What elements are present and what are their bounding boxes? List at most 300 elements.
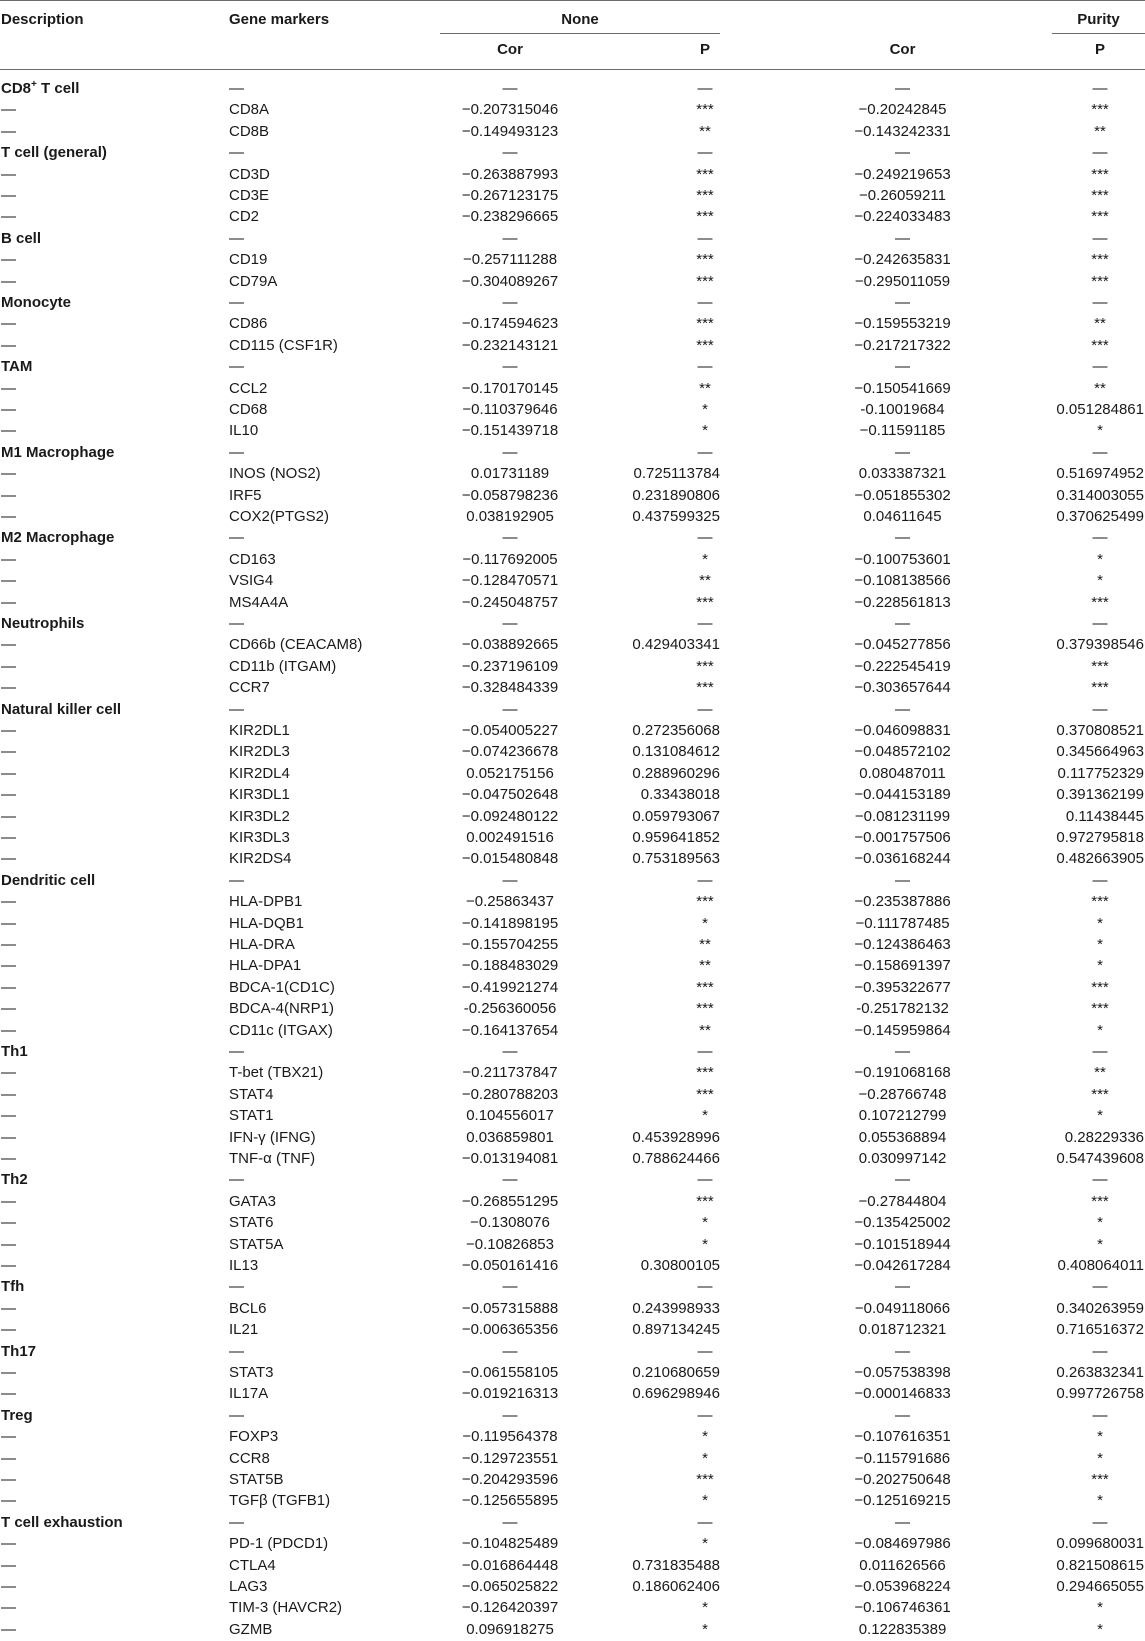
p-none-cell: 0.272356068 — [632, 722, 720, 739]
row-dash — [1, 956, 16, 976]
p-purity-cell: * — [1097, 572, 1103, 590]
cor-purity-cell: −0.242635831 — [854, 251, 951, 269]
p-purity-cell: *** — [1091, 893, 1109, 911]
description-text: — — [1, 1000, 16, 1018]
p-purity-cell: 0.482663905 — [1056, 850, 1144, 868]
cor-none-cell: −0.164137654 — [461, 1021, 559, 1039]
row-dash — [1, 935, 16, 955]
description-text: — — [1, 379, 16, 397]
cor-purity-cell: 0.04611645 — [863, 508, 942, 525]
row-dash — [1, 1491, 16, 1511]
p-purity-cell: — — [1092, 615, 1108, 632]
cor-purity-cell: 0.030997142 — [858, 1150, 947, 1167]
p-none-cell: — — [697, 294, 713, 311]
p-purity-cell: * — [1097, 1214, 1103, 1232]
p-purity-cell: * — [1097, 1599, 1103, 1617]
p-purity-cell: *** — [1091, 187, 1109, 204]
group-label — [1, 528, 114, 548]
row-dash — [1, 1021, 16, 1041]
description-text: — — [1, 1214, 16, 1232]
description-text: — — [1, 401, 16, 418]
cor-none-cell: −0.204293596 — [461, 1471, 559, 1488]
gene-marker-cell: STAT1 — [229, 1107, 274, 1125]
row-dash — [1, 1534, 16, 1554]
cor-none-cell: — — [502, 871, 518, 889]
p-purity-cell: — — [1092, 1278, 1108, 1296]
p-purity-cell: 0.099680031 — [1056, 1535, 1144, 1553]
cor-purity-cell: −0.084697986 — [854, 1535, 951, 1553]
p-purity-cell: 0.28229336 — [1064, 1128, 1144, 1146]
cor-purity-cell: −0.158691397 — [854, 957, 951, 975]
cor-none-cell: 0.096918275 — [466, 1620, 554, 1638]
cor-purity-cell: −0.150541669 — [854, 379, 951, 397]
gene-marker-cell: IL17A — [229, 1385, 269, 1403]
p-none-cell: * — [702, 1535, 708, 1553]
p-purity-cell: — — [1092, 294, 1108, 311]
gene-marker-cell: IRF5 — [229, 486, 262, 504]
description-text: T cell (general) — [1, 144, 107, 162]
description-text: — — [1, 465, 16, 483]
gene-marker-cell: KIR2DL3 — [229, 743, 290, 761]
description-text: — — [1, 1492, 16, 1510]
group-label — [1, 700, 121, 720]
description-text: — — [1, 1578, 16, 1595]
row-dash — [1, 464, 16, 484]
header-rule — [0, 69, 1145, 70]
gene-marker-cell: CTLA4 — [229, 1556, 276, 1574]
row-dash — [1, 1213, 16, 1233]
cor-purity-cell: — — [895, 1513, 910, 1531]
p-none-cell: ** — [699, 122, 711, 140]
gene-marker-cell: — — [229, 1342, 244, 1360]
row-dash — [1, 1598, 16, 1618]
description-text: — — [1, 1599, 16, 1617]
cor-none-cell: −0.238296665 — [461, 208, 559, 226]
gene-marker-cell: — — [229, 1278, 244, 1296]
row-dash — [1, 1577, 16, 1597]
description-text: — — [1, 978, 16, 996]
p-purity-cell: — — [1092, 229, 1108, 247]
cor-none-cell: 0.052175156 — [466, 764, 554, 782]
description-text: — — [1, 251, 16, 269]
description-text: — — [1, 1107, 16, 1125]
gene-marker-cell: KIR3DL2 — [229, 807, 290, 825]
row-dash — [1, 1449, 16, 1469]
p-purity-cell: *** — [1091, 1192, 1109, 1210]
cor-none-cell: — — [502, 1406, 518, 1424]
row-dash — [1, 635, 16, 655]
cor-purity-cell: −0.295011059 — [854, 272, 951, 290]
cor-purity-cell: −0.135425002 — [854, 1214, 951, 1232]
cor-none-cell: −0.151439718 — [461, 422, 559, 440]
row-dash — [1, 272, 16, 292]
description-text: TAM — [1, 358, 33, 376]
cor-purity-cell: −0.053968224 — [854, 1578, 951, 1595]
cor-none-cell: −0.129723551 — [461, 1449, 559, 1467]
cor-purity-cell: −0.228561813 — [854, 593, 951, 611]
gene-marker-cell: STAT5B — [229, 1471, 284, 1488]
description-text: M1 Macrophage — [1, 443, 115, 461]
p-none-cell: 0.788624466 — [632, 1150, 720, 1167]
p-purity-cell: 0.821508615 — [1056, 1556, 1144, 1574]
gene-marker-cell: MS4A4A — [229, 593, 289, 611]
p-purity-cell: *** — [1091, 657, 1109, 675]
p-purity-cell: 0.340263959 — [1056, 1299, 1144, 1317]
p-none-cell: — — [697, 615, 713, 632]
cor-purity-cell: — — [895, 1171, 910, 1189]
gene-marker-cell: STAT4 — [229, 1085, 274, 1103]
gene-marker-cell: VSIG4 — [229, 572, 274, 590]
row-dash — [1, 999, 16, 1019]
group-label — [1, 443, 114, 463]
description-text: Th17 — [1, 1342, 37, 1360]
cor-none-cell: −0.10826853 — [465, 1235, 554, 1253]
cor-none-cell: −0.174594623 — [461, 315, 559, 333]
cor-none-cell: −0.328484339 — [461, 679, 559, 697]
cor-none-cell: −0.207315046 — [461, 101, 559, 119]
p-purity-cell: 0.370808521 — [1056, 722, 1144, 739]
description-text: Th2 — [1, 1171, 28, 1189]
description-text: Neutrophils — [1, 615, 85, 632]
header-group-purity: Purity — [1077, 11, 1120, 28]
row-dash — [1, 1427, 16, 1447]
row-dash — [1, 186, 16, 206]
cor-none-cell: −0.016864448 — [461, 1556, 559, 1574]
p-none-cell: * — [702, 401, 708, 418]
row-dash — [1, 785, 16, 805]
p-purity-cell: ** — [1094, 122, 1106, 140]
cor-none-cell: −0.061558105 — [461, 1364, 559, 1381]
description-text: Tfh — [1, 1278, 25, 1296]
cor-purity-cell: −0.051855302 — [854, 486, 951, 504]
gene-marker-cell: GATA3 — [229, 1192, 276, 1210]
p-purity-cell: *** — [1091, 593, 1109, 611]
cor-none-cell: −0.119564378 — [462, 1428, 558, 1446]
row-dash — [1, 550, 16, 570]
p-purity-cell: *** — [1091, 978, 1109, 996]
gene-marker-cell: CD2 — [229, 208, 260, 226]
description-text: — — [1, 914, 16, 932]
p-none-cell: * — [702, 1620, 708, 1638]
gene-marker-cell: CD115 (CSF1R) — [229, 336, 338, 354]
row-dash — [1, 807, 16, 827]
cor-purity-cell: — — [895, 144, 910, 162]
gene-marker-cell: IFN-γ (IFNG) — [229, 1128, 316, 1146]
cor-none-cell: −0.050161416 — [461, 1257, 559, 1274]
p-purity-cell: — — [1092, 1342, 1108, 1360]
row-dash — [1, 1085, 16, 1105]
cor-none-cell: −0.019216313 — [461, 1385, 559, 1403]
cor-none-cell: −0.263887993 — [461, 165, 559, 183]
p-purity-cell: 0.547439608 — [1056, 1150, 1144, 1167]
description-text: — — [1, 208, 16, 226]
p-none-cell: — — [697, 229, 713, 247]
gene-marker-cell: KIR3DL3 — [229, 829, 290, 846]
row-dash — [1, 764, 16, 784]
cor-none-cell: — — [502, 1342, 518, 1360]
cor-none-cell: 0.038192905 — [466, 508, 554, 525]
p-purity-cell: *** — [1091, 1085, 1109, 1103]
description-text: Monocyte — [1, 294, 72, 311]
row-dash — [1, 1299, 16, 1319]
group-label — [1, 1406, 33, 1426]
p-none-cell: * — [702, 1235, 708, 1253]
description-text: — — [1, 1364, 16, 1381]
row-dash — [1, 593, 16, 613]
cor-purity-cell: −0.235387886 — [854, 893, 951, 911]
row-dash — [1, 421, 16, 441]
cor-purity-cell: -0.10019684 — [860, 401, 945, 418]
cor-purity-cell: −0.042617284 — [854, 1257, 951, 1274]
description-text: — — [1, 1150, 16, 1167]
gene-marker-cell: TNF-α (TNF) — [229, 1150, 316, 1167]
cor-purity-cell: −0.106746361 — [854, 1599, 951, 1617]
cor-none-cell: −0.237196109 — [461, 657, 559, 675]
description-text: — — [1, 165, 16, 183]
cor-purity-cell: — — [895, 1278, 910, 1296]
cor-purity-cell: −0.11591185 — [859, 422, 946, 440]
cor-none-cell: −0.054005227 — [461, 722, 559, 739]
gene-marker-cell: BDCA-4(NRP1) — [229, 1000, 335, 1018]
gene-marker-cell: CD11c (ITGAX) — [229, 1021, 333, 1039]
row-dash — [1, 486, 16, 506]
cor-none-cell: 0.036859801 — [466, 1128, 554, 1146]
group-label — [1, 79, 79, 99]
p-none-cell: *** — [696, 1471, 714, 1488]
gene-marker-cell: HLA-DPB1 — [229, 893, 303, 911]
cor-purity-cell: −0.036168244 — [854, 850, 951, 868]
description-text: — — [1, 743, 16, 761]
cor-none-cell: — — [502, 358, 518, 376]
cor-none-cell: 0.104556017 — [466, 1107, 554, 1125]
header-p-purity: P — [1094, 41, 1105, 58]
description-text: — — [1, 1085, 16, 1103]
p-none-cell: 0.231890806 — [632, 486, 720, 504]
p-purity-cell: *** — [1091, 1471, 1109, 1488]
p-none-cell: *** — [696, 336, 714, 354]
gene-marker-cell: — — [229, 1406, 244, 1424]
gene-marker-cell: — — [229, 1043, 244, 1060]
group-label — [1, 1513, 123, 1533]
description-text: — — [1, 893, 16, 911]
p-purity-cell: 0.516974952 — [1056, 465, 1144, 483]
description-text: — — [1, 1257, 16, 1274]
row-dash — [1, 1128, 16, 1148]
cor-purity-cell: 0.055368894 — [858, 1128, 947, 1146]
p-none-cell: *** — [696, 657, 714, 675]
cor-none-cell: −0.110379646 — [462, 401, 558, 418]
cor-purity-cell: −0.145959864 — [854, 1021, 951, 1039]
cor-purity-cell: −0.395322677 — [854, 978, 951, 996]
cor-purity-cell: −0.001757506 — [854, 829, 951, 846]
cor-purity-cell: −0.191068168 — [854, 1064, 951, 1082]
p-none-cell: * — [702, 1428, 708, 1446]
row-dash — [1, 1620, 16, 1640]
p-none-cell: — — [697, 1171, 713, 1189]
row-dash — [1, 1106, 16, 1126]
p-none-cell: *** — [696, 208, 714, 226]
header-description: Description — [1, 11, 84, 28]
p-purity-cell: — — [1092, 80, 1108, 97]
description-text: — — [1, 272, 16, 290]
p-purity-cell: *** — [1091, 165, 1109, 183]
cor-none-cell: −0.170170145 — [461, 379, 559, 397]
p-purity-cell: ** — [1094, 315, 1106, 333]
gene-marker-cell: — — [229, 871, 244, 889]
description-tail: T cell — [36, 80, 80, 97]
p-none-cell: — — [697, 1043, 713, 1060]
cor-purity-cell: −0.081231199 — [854, 807, 951, 825]
p-purity-cell: 0.391362199 — [1056, 786, 1144, 804]
description-text: — — [1, 786, 16, 804]
p-purity-cell: * — [1097, 914, 1103, 932]
row-dash — [1, 207, 16, 227]
gene-marker-cell: HLA-DQB1 — [229, 914, 305, 932]
description-text: B cell — [1, 229, 42, 247]
p-purity-cell: ** — [1094, 379, 1106, 397]
cor-none-cell: −0.057315888 — [461, 1299, 559, 1317]
p-purity-cell: 0.263832341 — [1056, 1364, 1144, 1381]
gene-marker-cell: — — [229, 294, 244, 311]
p-purity-cell: * — [1097, 422, 1103, 440]
gene-marker-cell: CD8B — [229, 122, 270, 140]
p-none-cell: *** — [696, 593, 714, 611]
cor-purity-cell: −0.159553219 — [854, 315, 951, 333]
gene-marker-cell: — — [229, 700, 244, 718]
group-label — [1, 1277, 24, 1297]
p-none-cell: *** — [696, 679, 714, 697]
p-none-cell: — — [697, 871, 713, 889]
gene-marker-cell: CD79A — [229, 272, 278, 290]
cor-none-cell: −0.419921274 — [461, 978, 559, 996]
description-text: — — [1, 572, 16, 590]
gene-marker-cell: — — [229, 229, 244, 247]
cor-purity-cell: — — [895, 294, 910, 311]
description-text: — — [1, 1449, 16, 1467]
p-purity-cell: *** — [1091, 251, 1109, 269]
description-text: T cell exhaustion — [1, 1513, 123, 1531]
cor-purity-cell: −0.049118066 — [854, 1299, 951, 1317]
gene-marker-cell: — — [229, 1513, 244, 1531]
p-purity-cell: * — [1097, 1492, 1103, 1510]
p-purity-cell: *** — [1091, 101, 1109, 119]
p-none-cell: 0.696298946 — [632, 1385, 720, 1403]
gene-marker-cell: — — [229, 615, 244, 632]
cor-purity-cell: −0.202750648 — [854, 1471, 951, 1488]
cor-none-cell: −0.141898195 — [461, 914, 559, 932]
cor-purity-cell: — — [895, 700, 910, 718]
p-purity-cell: * — [1097, 1107, 1103, 1125]
row-dash — [1, 1320, 16, 1340]
gene-marker-cell: CD8A — [229, 101, 270, 119]
gene-marker-cell: BCL6 — [229, 1299, 267, 1317]
p-none-cell: *** — [696, 165, 714, 183]
description-text: — — [1, 657, 16, 675]
description-text: — — [1, 829, 16, 846]
cor-none-cell: −0.128470571 — [461, 572, 559, 590]
cor-purity-cell: −0.26059211 — [859, 187, 946, 204]
p-none-cell: ** — [699, 379, 711, 397]
cor-purity-cell: 0.018712321 — [858, 1321, 947, 1339]
cor-purity-cell: −0.303657644 — [854, 679, 951, 697]
p-purity-cell: * — [1097, 1449, 1103, 1467]
description-text: — — [1, 1428, 16, 1446]
cor-purity-cell: — — [895, 358, 910, 376]
gene-marker-cell: FOXP3 — [229, 1428, 279, 1446]
cor-none-cell: −0.015480848 — [461, 850, 559, 868]
row-dash — [1, 1149, 16, 1169]
gene-marker-cell: TIM-3 (HAVCR2) — [229, 1599, 343, 1617]
row-dash — [1, 400, 16, 420]
description-text: — — [1, 807, 16, 825]
cor-none-cell: −0.006365356 — [461, 1321, 559, 1339]
header-cor-purity: Cor — [889, 41, 916, 58]
p-none-cell: — — [697, 1342, 713, 1360]
p-purity-cell: *** — [1091, 1000, 1109, 1018]
description-text: — — [1, 1064, 16, 1082]
group-label — [1, 229, 41, 249]
description-text: Dendritic cell — [1, 871, 96, 889]
row-dash — [1, 657, 16, 677]
gene-marker-cell: KIR2DL1 — [229, 722, 290, 739]
cor-purity-cell: −0.048572102 — [854, 743, 951, 761]
cor-purity-cell: — — [895, 871, 910, 889]
p-none-cell: 0.897134245 — [632, 1321, 720, 1339]
p-purity-cell: — — [1092, 529, 1108, 547]
cor-none-cell: — — [502, 1278, 518, 1296]
gene-marker-cell: TGFβ (TGFB1) — [229, 1492, 331, 1510]
cor-purity-cell: −0.224033483 — [854, 208, 951, 226]
p-none-cell: *** — [696, 893, 714, 911]
gene-marker-cell: CD163 — [229, 550, 276, 568]
description-text: — — [1, 679, 16, 697]
description-text: — — [1, 850, 16, 868]
gene-marker-cell: PD-1 (PDCD1) — [229, 1535, 329, 1553]
p-purity-cell: 0.294665055 — [1056, 1578, 1144, 1595]
cor-purity-cell: — — [895, 529, 910, 547]
cor-purity-cell: — — [895, 1043, 910, 1060]
p-purity-cell: * — [1097, 1428, 1103, 1446]
p-purity-cell: 0.370625499 — [1056, 508, 1144, 525]
p-purity-cell: 0.379398546 — [1056, 636, 1144, 654]
cor-none-cell: 0.01731189 — [470, 465, 550, 483]
header-gene-markers: Gene markers — [229, 11, 330, 28]
gene-marker-cell: CCR8 — [229, 1449, 270, 1467]
p-none-cell: *** — [696, 978, 714, 996]
cor-none-cell: — — [502, 700, 518, 718]
cor-purity-cell: −0.124386463 — [854, 936, 951, 953]
p-none-cell: ** — [699, 936, 711, 953]
p-none-cell: *** — [696, 315, 714, 333]
p-purity-cell: — — [1092, 1513, 1108, 1531]
description-text: CD8 — [1, 80, 32, 97]
description-text: — — [1, 422, 16, 440]
cor-purity-cell: −0.100753601 — [854, 550, 951, 568]
row-dash — [1, 892, 16, 912]
p-none-cell: *** — [696, 1064, 714, 1082]
p-none-cell: *** — [696, 187, 714, 204]
cor-none-cell: −0.126420397 — [461, 1599, 559, 1617]
gene-marker-cell: CD86 — [229, 315, 268, 333]
p-none-cell: — — [697, 700, 713, 718]
cor-purity-cell: −0.125169215 — [854, 1492, 951, 1510]
p-purity-cell: * — [1097, 936, 1103, 953]
p-none-cell: * — [702, 422, 708, 440]
gene-marker-cell: CD3D — [229, 165, 270, 183]
cor-none-cell: — — [502, 443, 518, 461]
p-none-cell: — — [697, 529, 713, 547]
cor-none-cell: −0.149493123 — [461, 122, 559, 140]
